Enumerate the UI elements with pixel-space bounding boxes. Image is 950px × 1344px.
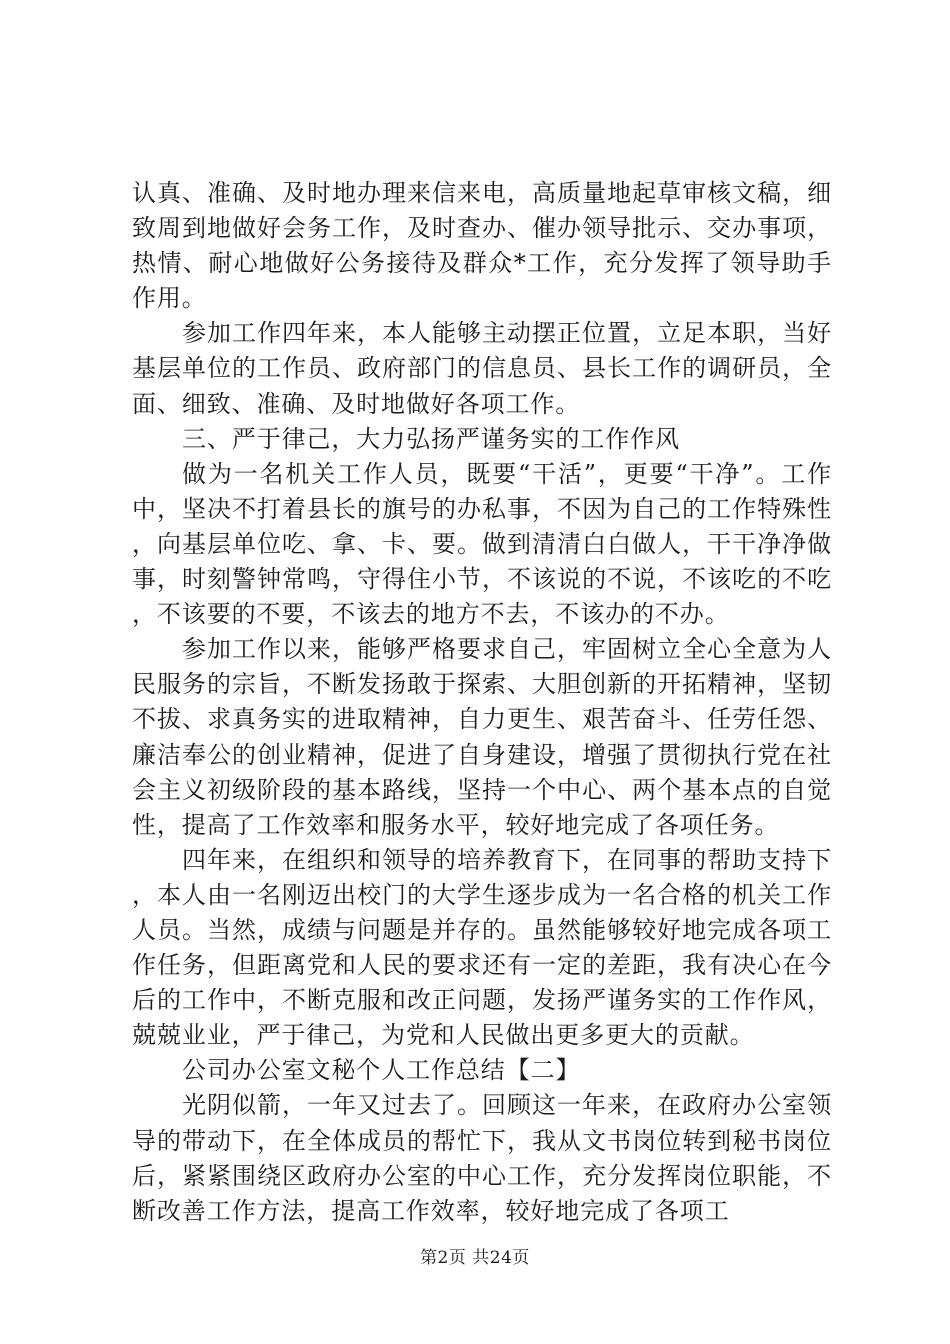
paragraph: 做为一名机关工作人员，既要“干活”，更要“干净”。工作中，坚决不打着县长的旗号的办私事，不因为自己的工作特殊性，向基层单位吃、拿、卡、要。做到清清白白做人，干干净净做事，时刻警钟常鸣，守得住小节，不该说的不说，不该吃的不吃，不该要的不要，不该去的地方不去，不该办的不办。 <box>132 459 832 629</box>
paragraph: 四年来，在组织和领导的培养教育下，在同事的帮助支持下，本人由一名刚迈出校门的大学生逐步成为一名合格的机关工作人员。当然，成绩与问题是并存的。虽然能够较好地完成各项工作任务，但距离党和人民的要求还有一定的差距，我有决心在今后的工作中，不断克服和改正问题，发扬严谨务实的工作作风，兢兢业业，严于律己，为党和人民做出更多更大的贡献。 <box>132 845 832 1050</box>
paragraph-continuation: 认真、准确、及时地办理来信来电，高质量地起草审核文稿，细致周到地做好会务工作，及时查办、催办领导批示、交办事项，热情、耐心地做好公务接待及群众*工作，充分发挥了领导助手作用。 <box>132 179 832 313</box>
paragraph: 参加工作以来，能够严格要求自己，牢固树立全心全意为人民服务的宗旨，不断发扬敢于探索、大胆创新的开拓精神，坚韧不拔、求真务实的进取精神，自力更生、艰苦奋斗、任劳任怨、廉洁奉公的创业精神，促进了自身建设，增强了贯彻执行党在社会主义初级阶段的基本路线，坚持一个中心、两个基本点的自觉性，提高了工作效率和服务水平，较好地完成了各项任务。 <box>132 635 832 839</box>
document-body <box>132 176 832 1229</box>
article-title: 公司办公室文秘个人工作总结【二】 <box>182 1056 581 1085</box>
section-heading: 三、严于律己，大力弘扬严谨务实的工作作风 <box>182 424 680 453</box>
paragraph: 参加工作四年来，本人能够主动摆正位置，立足本职，当好基层单位的工作员、政府部门的信息员、县长工作的调研员，全面、细致、准确、及时地做好各项工作。 <box>132 319 832 418</box>
page-number-footer: 第2页 共24页 <box>420 1248 530 1268</box>
paragraph: 光阴似箭，一年又过去了。回顾这一年来，在政府办公室领导的带动下，在全体成员的帮忙下，我从文书岗位转到秘书岗位后，紧紧围绕区政府办公室的中心工作，充分发挥岗位职能，不断改善工作方法，提高工作效率，较好地完成了各项工 <box>132 1091 832 1225</box>
